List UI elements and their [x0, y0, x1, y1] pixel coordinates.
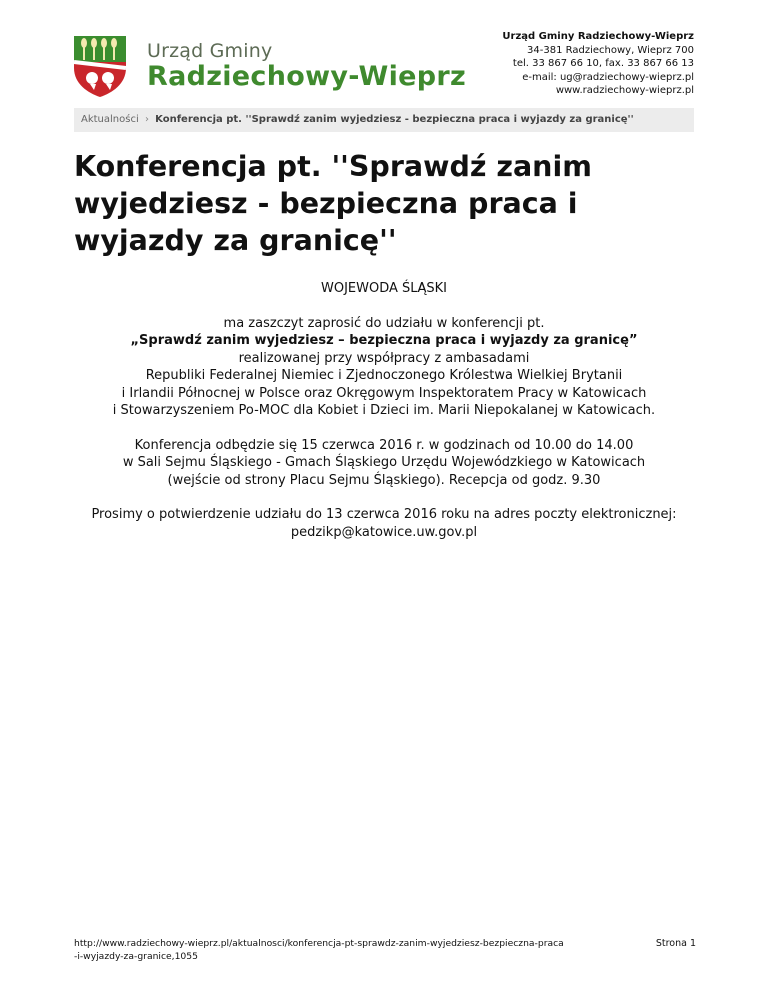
rsvp-line: Prosimy o potwierdzenie udziału do 13 czerwca 2016 roku na adres poczty elektronicznej:: [91, 507, 677, 522]
inviter-line: WOJEWODA ŚLĄSKI: [320, 281, 448, 296]
details-line: (wejście od strony Placu Sejmu Śląskiego). Recepcja od godz. 9.30: [167, 472, 601, 488]
brand-name: Radziechowy-Wieprz: [147, 61, 467, 92]
contact-org: Urząd Gminy Radziechowy-Wieprz: [502, 31, 694, 42]
contact-address: 34-381 Radziechowy, Wieprz 700: [527, 44, 694, 56]
breadcrumb-link-aktualnosci[interactable]: Aktualności: [81, 114, 139, 125]
contact-website[interactable]: www.radziechowy-wieprz.pl: [555, 85, 694, 97]
page-title: Konferencja pt. ''Sprawdź zanim wyjedziesz - bezpieczna praca i wyjazdy za granicę'': [74, 150, 592, 257]
article-body: [74, 280, 694, 541]
contact-block: [502, 30, 694, 98]
cooperation-line: realizowanej przy współpracy z ambasadami: [238, 350, 530, 366]
footer-url-line: -i-wyjazdy-za-granice,1055: [74, 950, 198, 962]
page-header: [0, 0, 768, 105]
coat-of-arms-icon: [72, 32, 128, 98]
rsvp-email[interactable]: pedzikp@katowice.uw.gov.pl: [290, 524, 478, 540]
footer-url-line: http://www.radziechowy-wieprz.pl/aktualnosci/konferencja-pt-sprawdz-zanim-wyjedziesz-bezpieczna-praca: [74, 938, 564, 949]
brand-subtitle: Urząd Gminy: [147, 40, 273, 62]
invite-line: ma zaszczyt zaprosić do udziału w konferencji pt.: [223, 315, 545, 331]
cooperation-line: i Stowarzyszeniem Po-MOC dla Kobiet i Dzieci im. Marii Niepokalanej w Katowicach.: [112, 403, 656, 418]
cooperation-line: Republiki Federalnej Niemiec i Zjednoczonego Królestwa Wielkiej Brytanii: [145, 368, 623, 383]
conference-name: „Sprawdź zanim wyjedziesz – bezpieczna praca i wyjazdy za granicę”: [130, 333, 638, 348]
details-line: Konferencja odbędzie się 15 czerwca 2016 r. w godzinach od 10.00 do 14.00: [134, 437, 634, 453]
breadcrumb-current: Konferencja pt. ''Sprawdź zanim wyjedziesz - bezpieczna praca i wyjazdy za granicę'': [155, 114, 634, 125]
footer-url: [74, 938, 614, 963]
details-line: w Sali Sejmu Śląskiego - Gmach Śląskiego Urzędu Wojewódzkiego w Katowicach: [122, 455, 646, 470]
breadcrumb: [74, 108, 694, 132]
contact-phone: tel. 33 867 66 10, fax. 33 867 66 13: [512, 58, 694, 70]
contact-email[interactable]: e-mail: ug@radziechowy-wieprz.pl: [522, 71, 694, 83]
page-number: Strona 1: [655, 938, 696, 949]
breadcrumb-separator: ›: [144, 114, 149, 125]
cooperation-line: i Irlandii Północnej w Polsce oraz Okręgowym Inspektoratem Pracy w Katowicach: [121, 385, 647, 401]
